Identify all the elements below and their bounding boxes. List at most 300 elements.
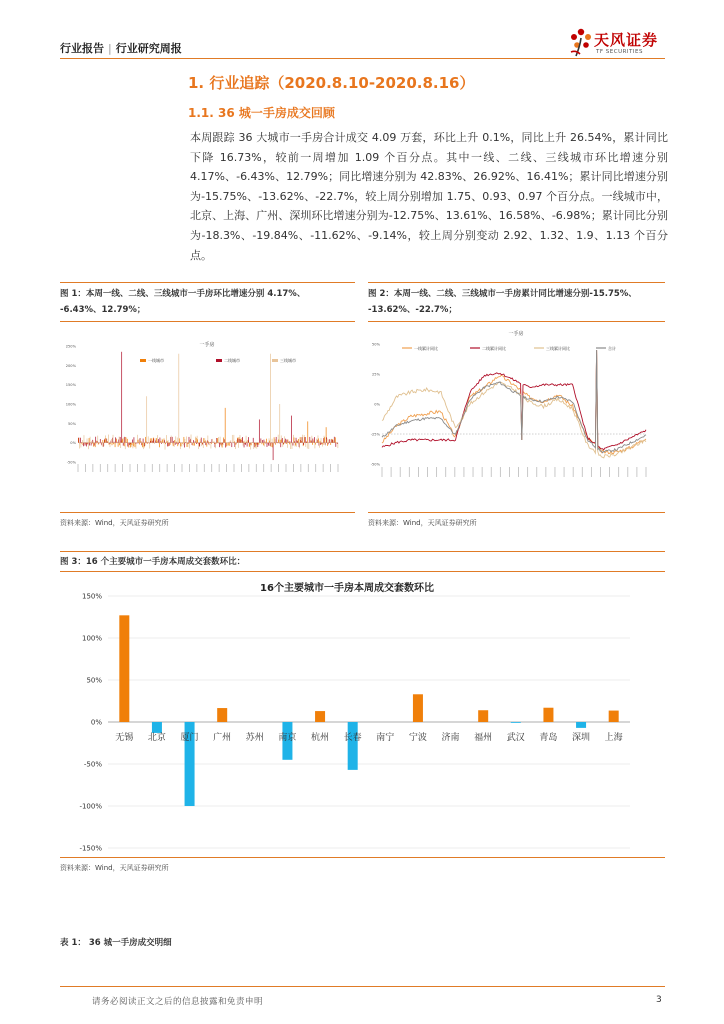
fig1-bar <box>299 443 300 449</box>
fig1-title-line <box>60 321 355 322</box>
fig1-bar <box>280 443 281 448</box>
fig1-y-tick: 0% <box>70 441 76 446</box>
fig1-bar <box>186 436 187 442</box>
fig1-bar <box>113 435 114 443</box>
fig1-bar <box>244 443 245 448</box>
fig1-bar <box>295 443 296 446</box>
fig1-bar <box>307 421 308 442</box>
fig1-bar <box>244 441 245 443</box>
fig1-bar <box>324 437 325 442</box>
fig1-legend-1: 二线城市 <box>224 358 240 363</box>
fig1-chart <box>62 332 342 492</box>
fig1-bar <box>153 438 154 442</box>
fig1-bar <box>264 440 265 443</box>
fig3-x-tick: 福州 <box>474 733 493 743</box>
fig1-bar <box>248 437 249 443</box>
fig1-bar <box>228 443 229 446</box>
fig1-bar <box>206 443 207 447</box>
fig1-bar <box>178 354 179 443</box>
fig1-bar <box>205 443 206 445</box>
fig3-bar-1 <box>152 722 162 733</box>
fig1-bar <box>164 440 165 442</box>
summary-paragraph: 本周跟踪 36 大城市一手房合计成交 4.09 万套，环比上升 0.1%，同比上升 26.54%，累计同比下降 16.73%，较前一周增加 1.09 个百分点。其中一线、二线、三线城市环比增速分别 4.17%、-6.43%、12.79%；同比增速分别为 42.83%、26.92%、16.41%；累计同比增速分别为-15.75%、-13.62%、-22.7%，较上周分别增加 1.75、0.93、0.97 个百分点。一线城市中，北京、上海、广州、深圳环比增速分别为-12.75%、13.61%、16.58%、-6.98%；累计同比分别为-18.3%、-19.84%、-11.62%、-9.14%，较上周分别变动 2.92、1.32、1.9、1.13 个百分点。 <box>190 131 668 262</box>
fig1-bar <box>87 438 88 442</box>
logo-name-en: TF SECURITIES <box>596 49 643 55</box>
fig1-bar <box>261 440 262 443</box>
fig2-lines <box>382 350 646 458</box>
fig1-bar <box>85 442 86 443</box>
fig1-bar <box>216 443 217 444</box>
fig1-bar <box>246 436 247 443</box>
fig2-legend-2: 三线累计同比 <box>546 346 570 351</box>
fig1-bar <box>156 438 157 442</box>
fig3-bar-7 <box>348 722 358 770</box>
fig1-bar <box>79 438 80 443</box>
fig1-bar <box>163 443 164 444</box>
fig2-series-3 <box>382 350 646 453</box>
fig3-bottom-line <box>60 857 665 858</box>
fig3-x-tick: 无锡 <box>115 733 134 743</box>
fig1-bar <box>330 443 331 445</box>
fig1-bar <box>328 443 329 445</box>
fig1-bar <box>210 442 211 443</box>
fig1-bar <box>152 443 153 444</box>
fig1-legend <box>140 357 296 363</box>
fig1-bar <box>147 443 148 444</box>
fig1-bar <box>315 443 316 445</box>
fig2-legend-3: 合计 <box>608 346 616 351</box>
fig1-bar <box>223 443 224 445</box>
fig1-bar <box>335 437 336 442</box>
fig2-y-tick: 0% <box>374 402 380 407</box>
fig1-bar <box>297 441 298 442</box>
fig3-y-axis <box>79 593 102 853</box>
fig1-bar <box>127 443 128 447</box>
fig2-series-1 <box>382 350 646 450</box>
fig1-bar <box>139 443 140 445</box>
fig2-y-tick: 25% <box>372 372 380 377</box>
fig1-bar <box>125 443 126 449</box>
fig3-title-line <box>60 571 665 572</box>
fig1-title-line1: 图 1：本周一线、二线、三线城市一手房环比增速分别 4.17%、 <box>60 289 306 299</box>
fig1-bar <box>121 352 122 443</box>
fig1-bar <box>127 439 128 443</box>
fig3-bar-9 <box>413 694 423 722</box>
fig1-bar <box>194 443 195 446</box>
fig1-bar <box>335 443 336 447</box>
fig1-bar <box>226 443 227 447</box>
fig1-bar <box>201 438 202 443</box>
page-number: 3 <box>656 995 662 1005</box>
fig1-bar <box>243 443 244 446</box>
fig1-y-tick: 50% <box>68 421 76 426</box>
fig1-bar <box>83 443 84 447</box>
fig1-title <box>60 286 355 318</box>
fig1-bar <box>230 440 231 442</box>
fig1-bar <box>319 443 320 448</box>
fig1-bar <box>287 443 288 448</box>
report-header <box>60 40 182 56</box>
fig1-bar <box>123 443 124 446</box>
fig1-bar <box>171 436 172 443</box>
fig3-y-tick: -150% <box>79 844 102 853</box>
fig2-title-line1: 图 2：本周一线、二线、三线城市一手房累计同比增速分别-15.75%、 <box>368 289 637 299</box>
fig2-chart-title: 一手房 <box>508 331 524 337</box>
fig1-bar <box>280 440 281 443</box>
fig1-bar <box>114 442 115 443</box>
fig1-bar <box>214 441 215 443</box>
fig1-bar <box>174 443 175 447</box>
fig1-bar <box>193 440 194 443</box>
fig1-bar <box>236 443 237 444</box>
fig1-bar <box>209 443 210 446</box>
fig1-bar <box>290 443 291 449</box>
fig1-bar <box>118 443 119 447</box>
fig1-y-tick: 150% <box>65 383 76 388</box>
fig1-bar <box>283 443 284 444</box>
fig1-y-tick: 250% <box>65 344 76 349</box>
fig2-title <box>368 286 665 318</box>
fig1-source: 资料来源：Wind，天风证券研究所 <box>60 519 169 527</box>
fig1-bar <box>154 443 155 444</box>
fig1-bar <box>307 443 308 449</box>
fig3-chart-title: 16个主要城市一手房本周成交套数环比 <box>260 583 434 594</box>
fig1-bar <box>148 436 149 442</box>
fig1-bar <box>218 443 219 444</box>
section-subtitle: 1.1. 36 城一手房成交回顾 <box>188 106 335 120</box>
fig1-bar <box>259 419 260 442</box>
fig1-bar <box>277 443 278 444</box>
fig1-bar <box>314 437 315 443</box>
fig1-bar <box>161 441 162 443</box>
fig1-bar <box>168 440 169 443</box>
fig3-bar-14 <box>576 722 586 728</box>
fig2-y-axis <box>371 343 381 467</box>
fig1-bar <box>298 443 299 445</box>
fig1-bar <box>247 443 248 447</box>
fig1-bar <box>290 441 291 442</box>
fig1-bar <box>320 443 321 445</box>
fig1-bar <box>138 440 139 443</box>
fig1-bar <box>108 435 109 443</box>
fig1-bar <box>91 441 92 443</box>
fig1-bar <box>259 443 260 444</box>
footer-disclaimer: 请务必阅读正文之后的信息披露和免责申明 <box>92 997 264 1007</box>
fig1-bar <box>139 439 140 443</box>
fig1-bar <box>286 443 287 444</box>
fig1-bar <box>291 416 292 443</box>
fig1-bar <box>229 443 230 446</box>
fig1-bar <box>174 440 175 443</box>
fig3-bar-6 <box>315 711 325 722</box>
fig1-bar <box>327 439 328 443</box>
fig1-bar <box>189 443 190 449</box>
fig1-bar <box>85 443 86 446</box>
fig1-bar <box>185 439 186 443</box>
fig1-bar <box>197 439 198 442</box>
fig2-legend <box>402 345 616 351</box>
fig1-bar <box>193 443 194 446</box>
fig1-bar <box>137 443 138 444</box>
fig2-y-tick: -50% <box>370 462 380 467</box>
fig1-bar <box>80 438 81 443</box>
fig1-bar <box>142 443 143 448</box>
fig1-bar <box>279 443 280 444</box>
fig1-bar <box>120 437 121 443</box>
fig1-bar <box>306 441 307 442</box>
fig1-bar <box>291 443 292 444</box>
fig1-bar <box>323 443 324 445</box>
fig1-bars <box>78 352 338 460</box>
fig1-bar <box>117 442 118 443</box>
fig1-bar <box>152 441 153 443</box>
fig1-bar <box>172 437 173 443</box>
fig1-bar <box>84 435 85 443</box>
fig1-bar <box>86 443 87 447</box>
fig1-bar <box>289 441 290 442</box>
fig1-bar <box>175 443 176 445</box>
fig1-bar <box>266 439 267 443</box>
fig1-bar <box>129 443 130 445</box>
fig3-x-tick: 武汉 <box>506 733 525 743</box>
fig1-bar <box>89 443 90 446</box>
fig1-bar <box>82 440 83 443</box>
footer-divider <box>60 986 665 987</box>
fig1-bar <box>234 441 235 442</box>
fig1-bar <box>275 439 276 442</box>
fig1-bar <box>80 443 81 444</box>
fig1-bar <box>113 443 114 445</box>
fig2-chart <box>368 326 658 491</box>
fig1-bar <box>170 443 171 445</box>
fig3-y-tick: -100% <box>79 802 102 811</box>
fig1-bar <box>263 443 264 446</box>
fig3-x-tick: 南京 <box>278 733 297 743</box>
fig1-bar <box>189 437 190 443</box>
fig1-bar <box>124 437 125 443</box>
fig1-bar <box>269 441 270 443</box>
fig3-x-tick: 北京 <box>147 733 166 743</box>
fig1-bar <box>99 443 100 444</box>
fig1-bottom-line <box>60 512 355 513</box>
fig3-bar-13 <box>543 708 553 722</box>
fig1-bar <box>243 441 244 442</box>
header-divider <box>60 58 665 59</box>
fig2-title-line <box>368 321 665 322</box>
fig1-bar <box>276 437 277 443</box>
fig1-bar <box>296 438 297 443</box>
fig1-bar <box>232 435 233 443</box>
fig1-bar <box>159 443 160 448</box>
fig1-bar <box>162 440 163 443</box>
fig1-bar <box>149 443 150 449</box>
fig1-bar <box>220 437 221 443</box>
fig3-bars <box>119 615 618 806</box>
fig3-x-tick: 杭州 <box>311 733 330 743</box>
fig1-bar <box>138 443 139 444</box>
fig1-bar <box>258 443 259 445</box>
fig1-bar <box>266 443 267 444</box>
fig1-bar <box>212 439 213 443</box>
fig3-y-tick: -50% <box>83 760 102 769</box>
fig3-x-tick: 厦门 <box>180 733 199 743</box>
fig1-bar <box>136 443 137 449</box>
fig1-bar <box>293 443 294 446</box>
fig1-bar <box>110 443 111 444</box>
fig3-x-tick: 宁波 <box>408 733 427 743</box>
fig1-bar <box>251 443 252 446</box>
fig1-bar <box>219 443 220 447</box>
fig1-bar <box>132 440 133 443</box>
fig3-x-tick: 广州 <box>213 733 232 743</box>
fig1-bar <box>89 438 90 443</box>
fig1-bar <box>270 443 271 446</box>
fig1-bar <box>271 443 272 447</box>
fig1-bar <box>208 441 209 442</box>
fig3-y-tick: 100% <box>81 634 102 643</box>
fig3-x-tick: 深圳 <box>572 733 591 743</box>
fig1-bar <box>169 443 170 446</box>
fig1-bar <box>115 437 116 442</box>
fig1-bar <box>262 443 263 445</box>
fig1-bar <box>134 441 135 443</box>
fig1-bar <box>303 443 304 445</box>
fig1-bar <box>203 443 204 448</box>
fig1-bar <box>145 443 146 446</box>
fig1-bar <box>225 408 226 443</box>
fig1-bar <box>275 443 276 445</box>
fig1-bar <box>218 437 219 443</box>
fig1-bar <box>298 439 299 443</box>
fig3-x-tick: 南宁 <box>376 733 395 743</box>
fig1-bar <box>176 442 177 443</box>
fig1-bar <box>95 437 96 443</box>
fig1-bar <box>287 440 288 443</box>
fig1-bar <box>245 443 246 445</box>
fig1-bar <box>123 438 124 443</box>
fig1-bar <box>177 438 178 443</box>
fig1-bar <box>103 443 104 447</box>
fig1-x-axis <box>78 464 338 472</box>
fig1-bar <box>267 443 268 447</box>
fig1-bar <box>161 443 162 444</box>
fig3-y-tick: 0% <box>90 718 102 727</box>
fig1-bar <box>188 443 189 444</box>
fig1-bar <box>97 436 98 443</box>
fig3-x-tick: 长春 <box>343 733 362 743</box>
fig1-bar <box>182 443 183 444</box>
fig2-x-axis <box>382 467 646 477</box>
fig1-legend-0: 一线城市 <box>148 358 164 363</box>
fig1-bar <box>178 443 179 445</box>
fig1-bar <box>191 434 192 442</box>
fig1-bar <box>305 437 306 443</box>
fig2-y-tick: 50% <box>372 342 380 347</box>
section-title: 1. 行业追踪（2020.8.10-2020.8.16） <box>188 74 475 92</box>
fig1-bar <box>100 439 101 443</box>
fig3-bar-12 <box>511 722 521 723</box>
fig1-bar <box>146 396 147 442</box>
fig1-bar <box>143 439 144 443</box>
fig1-bar <box>88 443 89 450</box>
fig2-title-line2: -13.62%、-22.7%； <box>368 305 457 315</box>
fig3-x-tick: 济南 <box>441 733 460 743</box>
fig1-bar <box>90 437 91 443</box>
fig2-legend-1: 二线累计同比 <box>482 346 506 351</box>
fig1-bar <box>285 439 286 443</box>
fig1-bar <box>294 441 295 442</box>
fig1-bar <box>115 443 116 447</box>
company-logo <box>568 24 678 62</box>
fig1-bar <box>95 443 96 447</box>
fig1-bar <box>184 443 185 448</box>
fig3-x-tick: 苏州 <box>245 733 264 743</box>
fig1-bar <box>246 442 247 443</box>
fig2-series-2 <box>382 350 646 458</box>
fig1-bar <box>312 443 313 445</box>
fig1-bar <box>91 443 92 446</box>
fig1-bar <box>184 437 185 443</box>
fig1-bar <box>79 443 80 449</box>
fig3-x-tick: 上海 <box>604 733 623 743</box>
fig1-bar <box>141 441 142 443</box>
fig1-bar <box>225 443 226 448</box>
fig3-y-tick: 50% <box>86 676 102 685</box>
fig1-bar <box>305 443 306 447</box>
fig1-bar <box>124 443 125 447</box>
fig1-bar <box>308 443 309 449</box>
fig1-bar <box>150 441 151 443</box>
fig3-bar-3 <box>217 708 227 722</box>
fig1-bar <box>242 437 243 443</box>
fig1-y-tick: 200% <box>65 363 76 368</box>
fig1-bar <box>321 438 322 443</box>
fig2-series-0 <box>382 350 646 454</box>
fig3-y-tick: 150% <box>81 592 102 601</box>
fig1-bar <box>183 443 184 446</box>
fig1-bar <box>238 439 239 443</box>
fig1-bar <box>272 439 273 443</box>
fig1-bar <box>253 438 254 443</box>
fig1-bar <box>217 438 218 443</box>
fig1-bar <box>116 443 117 444</box>
fig1-y-tick: -50% <box>66 460 76 465</box>
fig1-bar <box>119 437 120 443</box>
fig1-bar <box>211 443 212 444</box>
fig1-bar <box>111 439 112 443</box>
header-separator: | <box>108 42 112 55</box>
fig3-x-axis <box>115 731 622 743</box>
fig1-bar <box>125 437 126 443</box>
fig1-bar <box>196 438 197 443</box>
fig1-bar <box>96 443 97 444</box>
fig3-top-line <box>60 551 665 552</box>
fig1-bar <box>238 443 239 448</box>
fig3-bar-0 <box>119 615 129 722</box>
fig1-bar <box>92 443 93 444</box>
fig2-y-tick: -25% <box>370 432 380 437</box>
fig1-bar <box>206 441 207 442</box>
fig1-bar <box>119 443 120 446</box>
table1-title: 表 1： 36 城一手房成交明细 <box>60 938 172 948</box>
fig1-bar <box>273 443 274 446</box>
fig1-bar <box>173 441 174 443</box>
fig1-bar <box>320 441 321 443</box>
fig1-bar <box>158 439 159 443</box>
fig1-title-line2: -6.43%、12.79%； <box>60 305 146 315</box>
fig1-bar <box>330 442 331 443</box>
fig1-bar <box>289 443 290 445</box>
